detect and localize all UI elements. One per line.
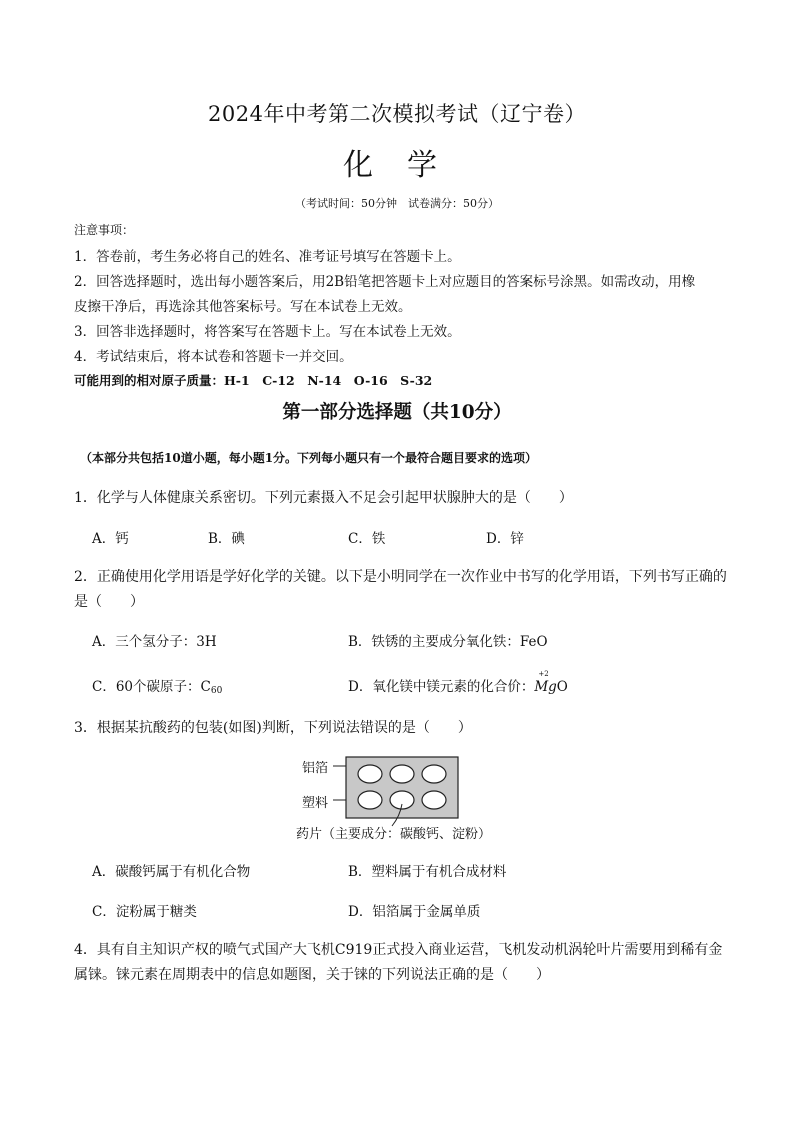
q2-option-d-mg: [534, 670, 557, 695]
pill-blister: [358, 791, 382, 809]
pill-blister: [422, 765, 446, 783]
pill-blister: [390, 765, 414, 783]
q2-option-d-mg-symbol: Mg: [534, 679, 557, 695]
q2-option-d-text: D．氧化镁中镁元素的化合价：: [348, 679, 535, 695]
question-2-stem: 2．正确使用化学用语是学好化学的关键。以下是小明同学在一次作业中书写的化学用语，下列书写正确的: [74, 569, 727, 585]
q2-option-c: [92, 675, 222, 696]
q2-option-a: A．三个氢分子：3H: [92, 634, 217, 650]
question-2-stem-cont: 是（ ）: [74, 594, 144, 610]
q3-option-d: D．铝箔属于金属单质: [348, 904, 481, 920]
figure-label-foil: 铝箔: [302, 761, 329, 776]
exam-time-info: （考试时间：50分钟 试卷满分：50分）: [295, 197, 499, 210]
q2-option-d-valence: +2: [538, 670, 549, 678]
question-4-stem-cont: 属铼。铼元素在周期表中的信息如题图，关于铼的下列说法正确的是（ ）: [74, 967, 550, 983]
part-title: 第一部分选择题（共10分）: [282, 402, 512, 423]
q3-option-b: B．塑料属于有机合成材料: [348, 864, 507, 880]
figure-caption: 药片（主要成分：碳酸钙、淀粉）: [296, 827, 492, 842]
blister-pack-figure: [330, 752, 465, 827]
question-3-stem: 3．根据某抗酸药的包装(如图)判断，下列说法错误的是（ ）: [74, 720, 472, 736]
q1-option-c: C．铁: [348, 531, 386, 547]
q3-option-a: A．碳酸钙属于有机化合物: [92, 864, 251, 880]
notice-heading: 注意事项：: [74, 223, 135, 237]
figure-label-plastic: 塑料: [302, 796, 329, 811]
q2-option-d-o: O: [556, 679, 568, 695]
notice-item: 4．考试结束后，将本试卷和答题卡一并交回。: [74, 349, 353, 365]
notice-item: 1．答卷前，考生务必将自己的姓名、准考证号填写在答题卡上。: [74, 249, 461, 265]
q2-option-b: B．铁锈的主要成分氧化铁：FeO: [348, 634, 548, 650]
q2-option-c-text: C．60个碳原子：C: [92, 679, 211, 695]
q3-option-c: C．淀粉属于糖类: [92, 904, 197, 920]
q2-option-c-subscript: 60: [210, 686, 223, 696]
part-note: （本部分共包括10道小题，每小题1分。下列每小题只有一个最符合题目要求的选项）: [80, 451, 538, 465]
pill-blister: [422, 791, 446, 809]
notice-item: 3．回答非选择题时，将答案写在答题卡上。写在本试卷上无效。: [74, 324, 461, 340]
pill-blister: [358, 765, 382, 783]
q1-option-a: A．钙: [92, 531, 129, 547]
exam-title: 2024年中考第二次模拟考试（辽宁卷）: [208, 102, 586, 126]
atomic-masses: 可能用到的相对原子质量：H-1 C-12 N-14 O-16 S-32: [74, 373, 433, 388]
notice-item: 皮擦干净后，再选涂其他答案标号。写在本试卷上无效。: [74, 299, 412, 315]
notice-item: 2．回答选择题时，选出每小题答案后，用2B铅笔把答题卡上对应题目的答案标号涂黑。如需改动，用橡: [74, 274, 696, 290]
question-4-stem: 4．具有自主知识产权的喷气式国产大飞机C919正式投入商业运营，飞机发动机涡轮叶片需要用到稀有金: [74, 942, 723, 958]
q1-option-b: B．碘: [208, 531, 245, 547]
question-1-stem: 1．化学与人体健康关系密切。下列元素摄入不足会引起甲状腺肿大的是（ ）: [74, 490, 573, 506]
q1-option-d: D．锌: [486, 531, 524, 547]
subject-title: 化学: [343, 148, 471, 183]
q2-option-d: [348, 670, 568, 695]
